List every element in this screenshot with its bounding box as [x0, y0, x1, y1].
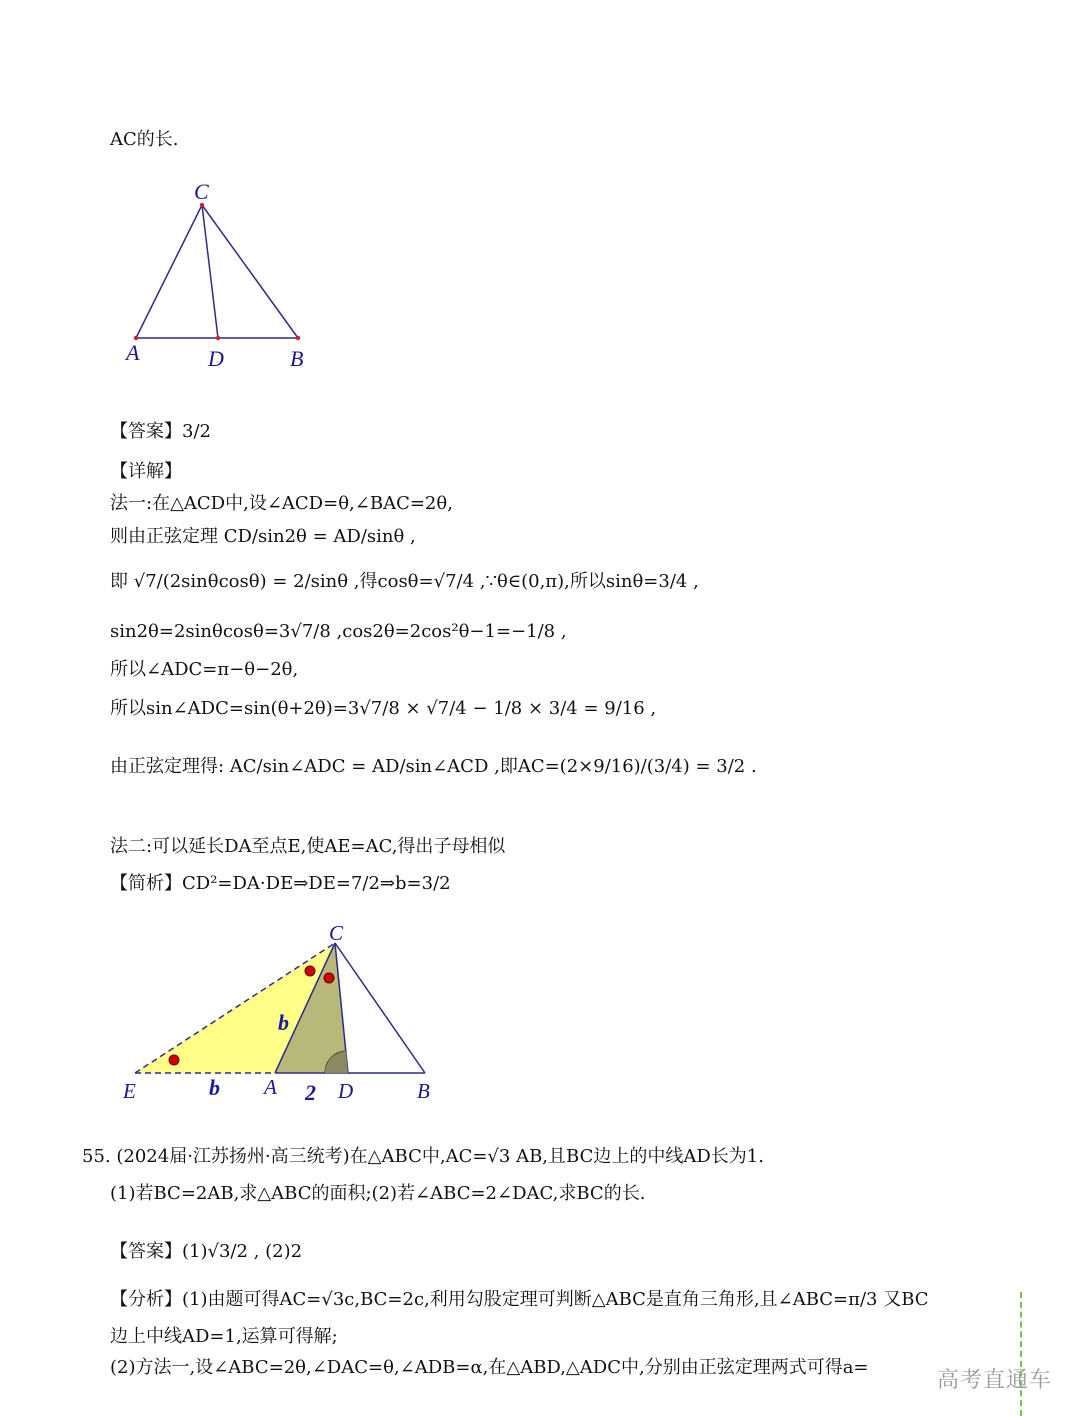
margin-dashed-line [1020, 1292, 1022, 1416]
label-b-side-ac: b [278, 1010, 289, 1035]
label-two: 2 [305, 1080, 316, 1105]
label-d: D [208, 346, 224, 371]
label-d2: D [338, 1079, 354, 1103]
angle-dot-2 [324, 973, 334, 983]
method1-line6: 所以sin∠ADC=sin(θ+2θ)=3√7/8 × √7/4 − 1/8 × 3/4 = 9/16 , [110, 698, 657, 719]
method2: 法二:可以延长DA至点E,使AE=AC,得出子母相似 [110, 836, 506, 857]
method1-line5: 所以∠ADC=π−θ−2θ, [110, 659, 299, 680]
problem-55-stem [82, 1145, 764, 1168]
label-b: B [290, 346, 304, 371]
problem-55-parts: (1)若BC=2AB,求△ABC的面积;(2)若∠ABC=2∠DAC,求BC的长. [110, 1183, 646, 1204]
label-e: E [123, 1079, 136, 1103]
answer-1: 【答案】3/2 [110, 421, 211, 442]
label-a2: A [264, 1075, 277, 1099]
label-b-side-ea: b [209, 1075, 220, 1100]
angle-dot-1 [305, 966, 315, 976]
problem-55-analysis-2: 边上中线AD=1,运算可得解; [110, 1326, 338, 1347]
label-c: C [194, 179, 209, 204]
problem-55-answer: 【答案】(1)√3/2 , (2)2 [110, 1241, 303, 1262]
figure-triangle-acdb [110, 175, 340, 375]
angle-dot-3 [169, 1055, 179, 1065]
method1-line4: sin2θ=2sinθcosθ=3√7/8 ,cos2θ=2cos²θ−1=−1/8 , [110, 621, 567, 642]
method1-line3: 即 √7/(2sinθcosθ) = 2/sinθ ,得cosθ=√7/4 ,∵θ∈(0,π),所以sinθ=3/4 , [110, 571, 699, 592]
top-text: AC的长. [110, 129, 179, 150]
watermark: 高考直通车 [936, 1368, 1052, 1393]
label-b2: B [417, 1079, 430, 1103]
problem-stem-text: (2024届·江苏扬州·高三统考)在△ABC中,AC=√3 AB,且BC边上的中线AD长为1. [116, 1146, 764, 1167]
problem-55-analysis-1: 【分析】(1)由题可得AC=√3c,BC=2c,利用勾股定理可判断△ABC是直角三角形,且∠ABC=π/3 又BC [110, 1289, 929, 1310]
method1-line2: 则由正弦定理 CD/sin2θ = AD/sinθ , [110, 526, 416, 547]
brief-analysis: 【简析】CD²=DA·DE⇒DE=7/2⇒b=3/2 [110, 873, 451, 894]
side-cb [202, 205, 298, 338]
side-ca [136, 205, 202, 338]
method1-line1: 法一:在△ACD中,设∠ACD=θ,∠BAC=2θ, [110, 493, 453, 514]
label-a: A [126, 340, 140, 365]
problem-number: 55. [82, 1146, 111, 1167]
segment-cb [335, 943, 425, 1073]
method1-line7: 由正弦定理得: AC/sin∠ADC = AD/sin∠ACD ,即AC=(2×9/16)/(3/4) = 3/2 . [110, 756, 757, 777]
figure-extended-triangle [115, 918, 455, 1108]
problem-55-analysis-3: (2)方法一,设∠ABC=2θ,∠DAC=θ,∠ADB=α,在△ABD,△ADC中,分别由正弦定理两式可得a= [110, 1357, 869, 1378]
label-c2: C [329, 921, 344, 945]
detail-heading: 【详解】 [110, 461, 182, 482]
